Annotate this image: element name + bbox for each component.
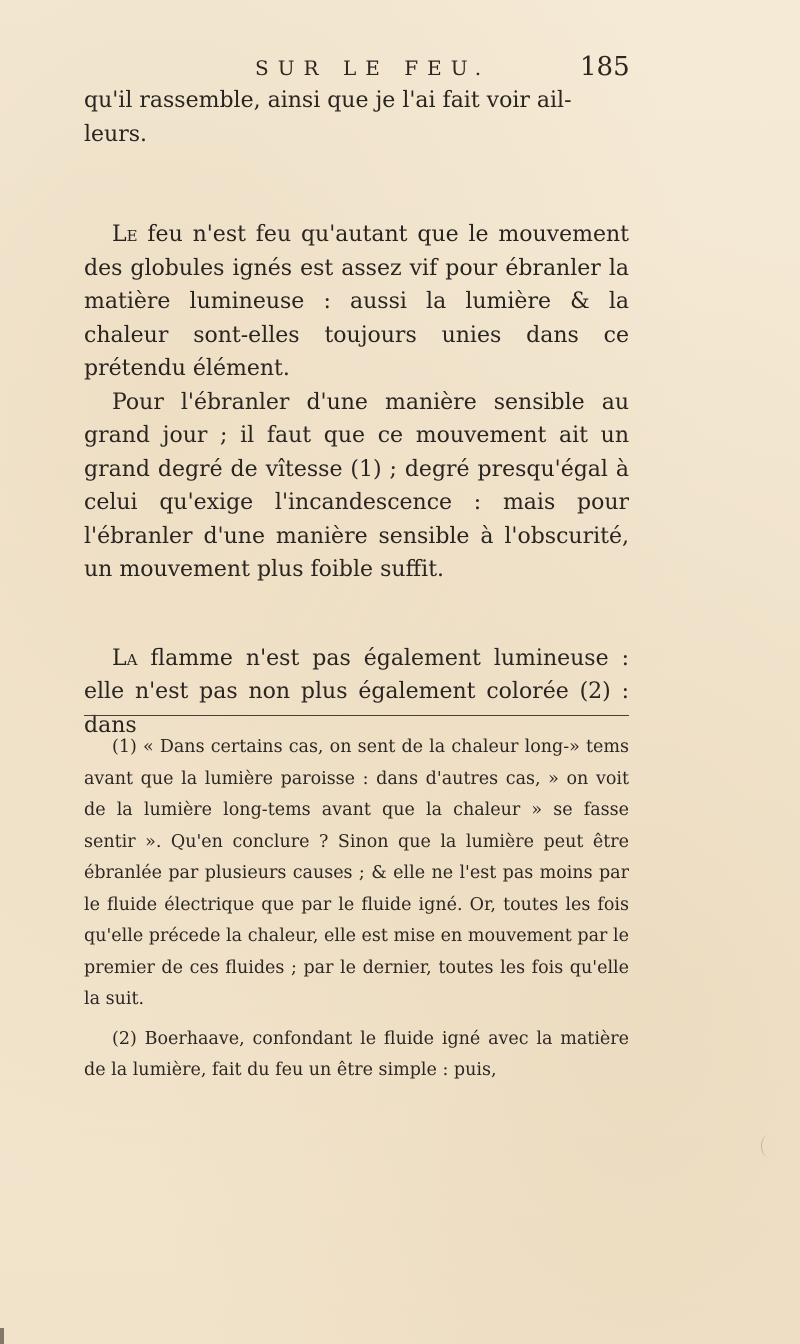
paragraph-flamme-lead: La [112,645,138,671]
footnote-2: (2) Boerhaave, confondant le fluide igné avec la matière de la lumière, fait du feu un être simple : puis, [84,1028,629,1080]
paragraph-feu-lead: Le [112,222,138,247]
paragraph-feu-text: feu n'est feu qu'autant que le mouvement des globules ignés est assez vif pour ébranler la matière lumineuse : aussi la lumière & la chaleur sont-elles toujours unies dans ce prétendu élément. [84,222,629,381]
footnotes-block [84,732,629,1087]
paper-stain [761,1135,776,1157]
paragraph-flamme-text: flamme n'est pas également lumineuse : elle n'est pas non plus également colorée (2) : dans [84,645,629,738]
continuation-line-1: qu'il rassemble, ainsi que je l'ai fait voir ail- [84,88,572,113]
running-title: SUR LE FEU. [255,56,491,80]
footnote-1: (1) « Dans certains cas, on sent de la chaleur long-» tems avant que la lumière paroisse : dans d'autres cas, » on voit de la lumière long-tems avant que la chaleur » se fasse sentir ». Qu'en conclure ? Sinon que la lumière peut être ébranlée par plusieurs causes ; & elle ne l'est pas moins par le fluide électrique que par le fluide igné. Or, toutes les fois qu'elle précede la chaleur, elle est mise en mouvement par le premier de ces fluides ; par le dernier, toutes les fois qu'elle la suit. [84,737,629,1009]
margin-mark [0,1328,4,1344]
paragraph-ebranler: Pour l'ébranler d'une manière sensible au grand jour ; il faut que ce mouvement ait un grand degré de vîtesse (1) ; degré presqu'égal à celui qu'exige l'incandescence : mais pour l'ébranler d'une manière sensible à l'obscurité, un mouvement plus foible suffit. [84,389,629,582]
page-number: 185 [580,52,630,82]
continuation-text [84,84,629,151]
paragraph-feu [84,218,629,386]
main-text-block [84,84,629,742]
footnote-rule [84,715,629,716]
paragraph-flamme [84,642,629,743]
continuation-line-2: leurs. [84,121,148,147]
